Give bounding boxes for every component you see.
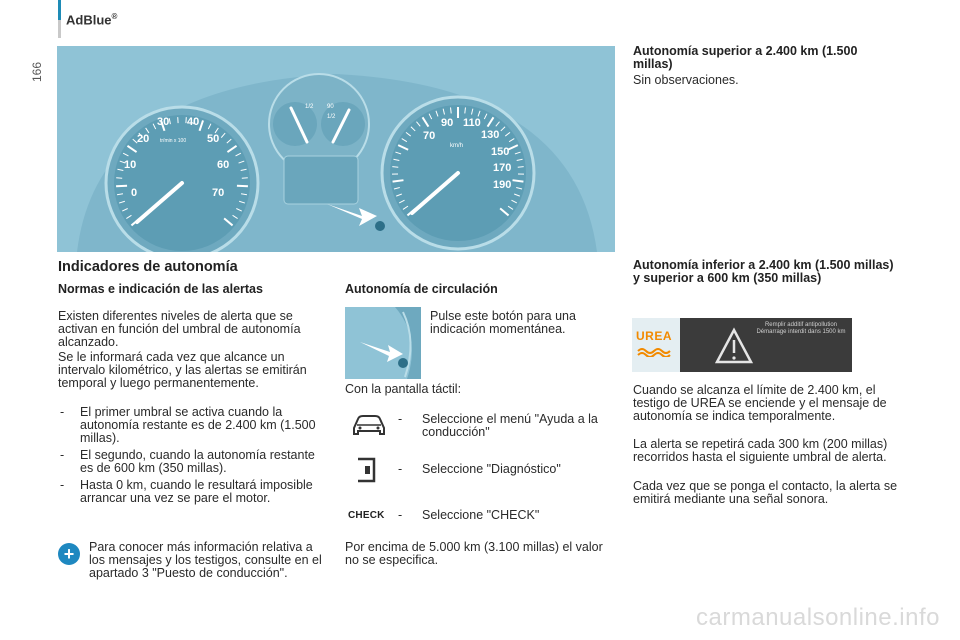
gauge-tick [451, 107, 452, 113]
info-note: Para conocer más información relativa a los mensajes y los testigos, consulte en el apartado 3 "Puesto de conducción". [89, 540, 322, 580]
speed-label-110: 110 [463, 117, 481, 129]
speed-unit: km/h [450, 143, 464, 149]
speed-label-70: 70 [423, 130, 436, 142]
instrument-cluster-illustration [57, 46, 615, 252]
list-item: - El primer umbral se activa cuando la autonomía restante es de 2.400 km (1.500 millas). [58, 406, 326, 445]
page-heading: Indicadores de autonomía [58, 259, 238, 275]
gauge-label-b: 90 [327, 104, 334, 110]
list-item: - El segundo, cuando la autonomía restante es de 600 km (350 millas). [58, 449, 326, 475]
gauge-tick [518, 167, 524, 168]
col2-heading: Autonomía de circulación [345, 282, 498, 296]
col3-para2: La alerta se repetirá cada 300 km (200 millas) recorridos hasta el siguiente umbral de alerta. [633, 437, 888, 464]
tach-label-60: 60 [217, 159, 230, 171]
button-hint: Pulse este botón para una indicación momentánea. [430, 309, 576, 336]
button-thumbnail-image [345, 307, 421, 379]
step-dash: - [398, 412, 403, 426]
step-dash: - [398, 462, 403, 476]
tach-label-50: 50 [207, 133, 220, 145]
trip-button-icon [398, 358, 408, 368]
header-divider [58, 20, 61, 38]
speed-label-170: 170 [493, 162, 512, 174]
urea-wave-icon [637, 344, 675, 362]
step-3-text: Seleccione "CHECK" [422, 508, 540, 522]
tach-label-20: 20 [137, 133, 150, 145]
speed-label-190: 190 [493, 179, 512, 191]
instrument-cluster-image [57, 46, 615, 252]
gauge-tick [392, 167, 398, 168]
col2-note: Por encima de 5.000 km (3.100 millas) el valor no se especifica. [345, 540, 603, 567]
info-plus-icon: + [58, 543, 80, 565]
col3-heading2: Autonomía inferior a 2.400 km (1.500 millas) y superior a 600 km (350 millas) [633, 258, 894, 285]
col3-para3: Cada vez que se ponga el contacto, la alerta se emitirá mediante una señal sonora. [633, 479, 898, 506]
gauge-tick [465, 107, 466, 113]
gauge-tick [237, 186, 248, 187]
watermark: carmanualsonline.info [696, 604, 940, 631]
col1-para1: Existen diferentes niveles de alerta que se activan en función del umbral de autonomía alcanzado. [58, 309, 301, 349]
check-label: CHECK [348, 510, 385, 521]
speed-label-90: 90 [441, 117, 454, 129]
gauge-label-a: 1/2 [305, 104, 314, 110]
list-item: - Hasta 0 km, cuando le resultará imposible arrancar una vez se pare el motor. [58, 479, 326, 505]
speed-label-130: 130 [481, 129, 500, 141]
col1-para2: Se le informará cada vez que alcance un intervalo kilométrico, y las alertas se emitirán temporal y luego permanentemente. [58, 350, 307, 390]
tach-label-10: 10 [124, 159, 137, 171]
header-accent-bar [58, 0, 61, 20]
tach-unit: tr/min x 100 [160, 138, 187, 144]
gauge-tick [513, 180, 524, 181]
car-icon [349, 410, 389, 440]
tach-label-30: 30 [157, 116, 170, 128]
tach-label-0: 0 [131, 187, 138, 199]
menu-bracket-icon [352, 455, 392, 485]
col3-para1: Cuando se alcanza el límite de 2.400 km, el testigo de UREA se enciende y el mensaje de autonomía se indica temporalmente. [633, 383, 887, 423]
step-2-text: Seleccione "Diagnóstico" [422, 462, 561, 476]
col1-heading: Normas e indicación de las alertas [58, 282, 263, 296]
gauge-label-c: 1/2 [327, 114, 336, 120]
tach-label-40: 40 [187, 116, 200, 128]
section-title: AdBlue® [66, 12, 118, 28]
trip-button-icon [375, 221, 385, 231]
tach-label-70: 70 [212, 187, 225, 199]
speed-label-150: 150 [491, 146, 510, 158]
urea-label: UREA [636, 329, 673, 343]
step-1-text: Seleccione el menú "Ayuda a la conducción" [422, 412, 598, 439]
step-dash: - [398, 508, 403, 522]
col1-bullet-list [58, 406, 326, 509]
gauge-tick [393, 180, 404, 181]
gauge-tick [116, 186, 127, 187]
col3-text1: Sin observaciones. [633, 73, 739, 87]
touchscreen-label: Con la pantalla táctil: [345, 382, 462, 396]
page-number: 166 [30, 61, 44, 82]
col3-heading1: Autonomía superior a 2.400 km (1.500 millas) [633, 44, 858, 71]
warning-message-text: Remplir additif antipollution Démarrage interdit dans 1500 km [756, 322, 846, 335]
